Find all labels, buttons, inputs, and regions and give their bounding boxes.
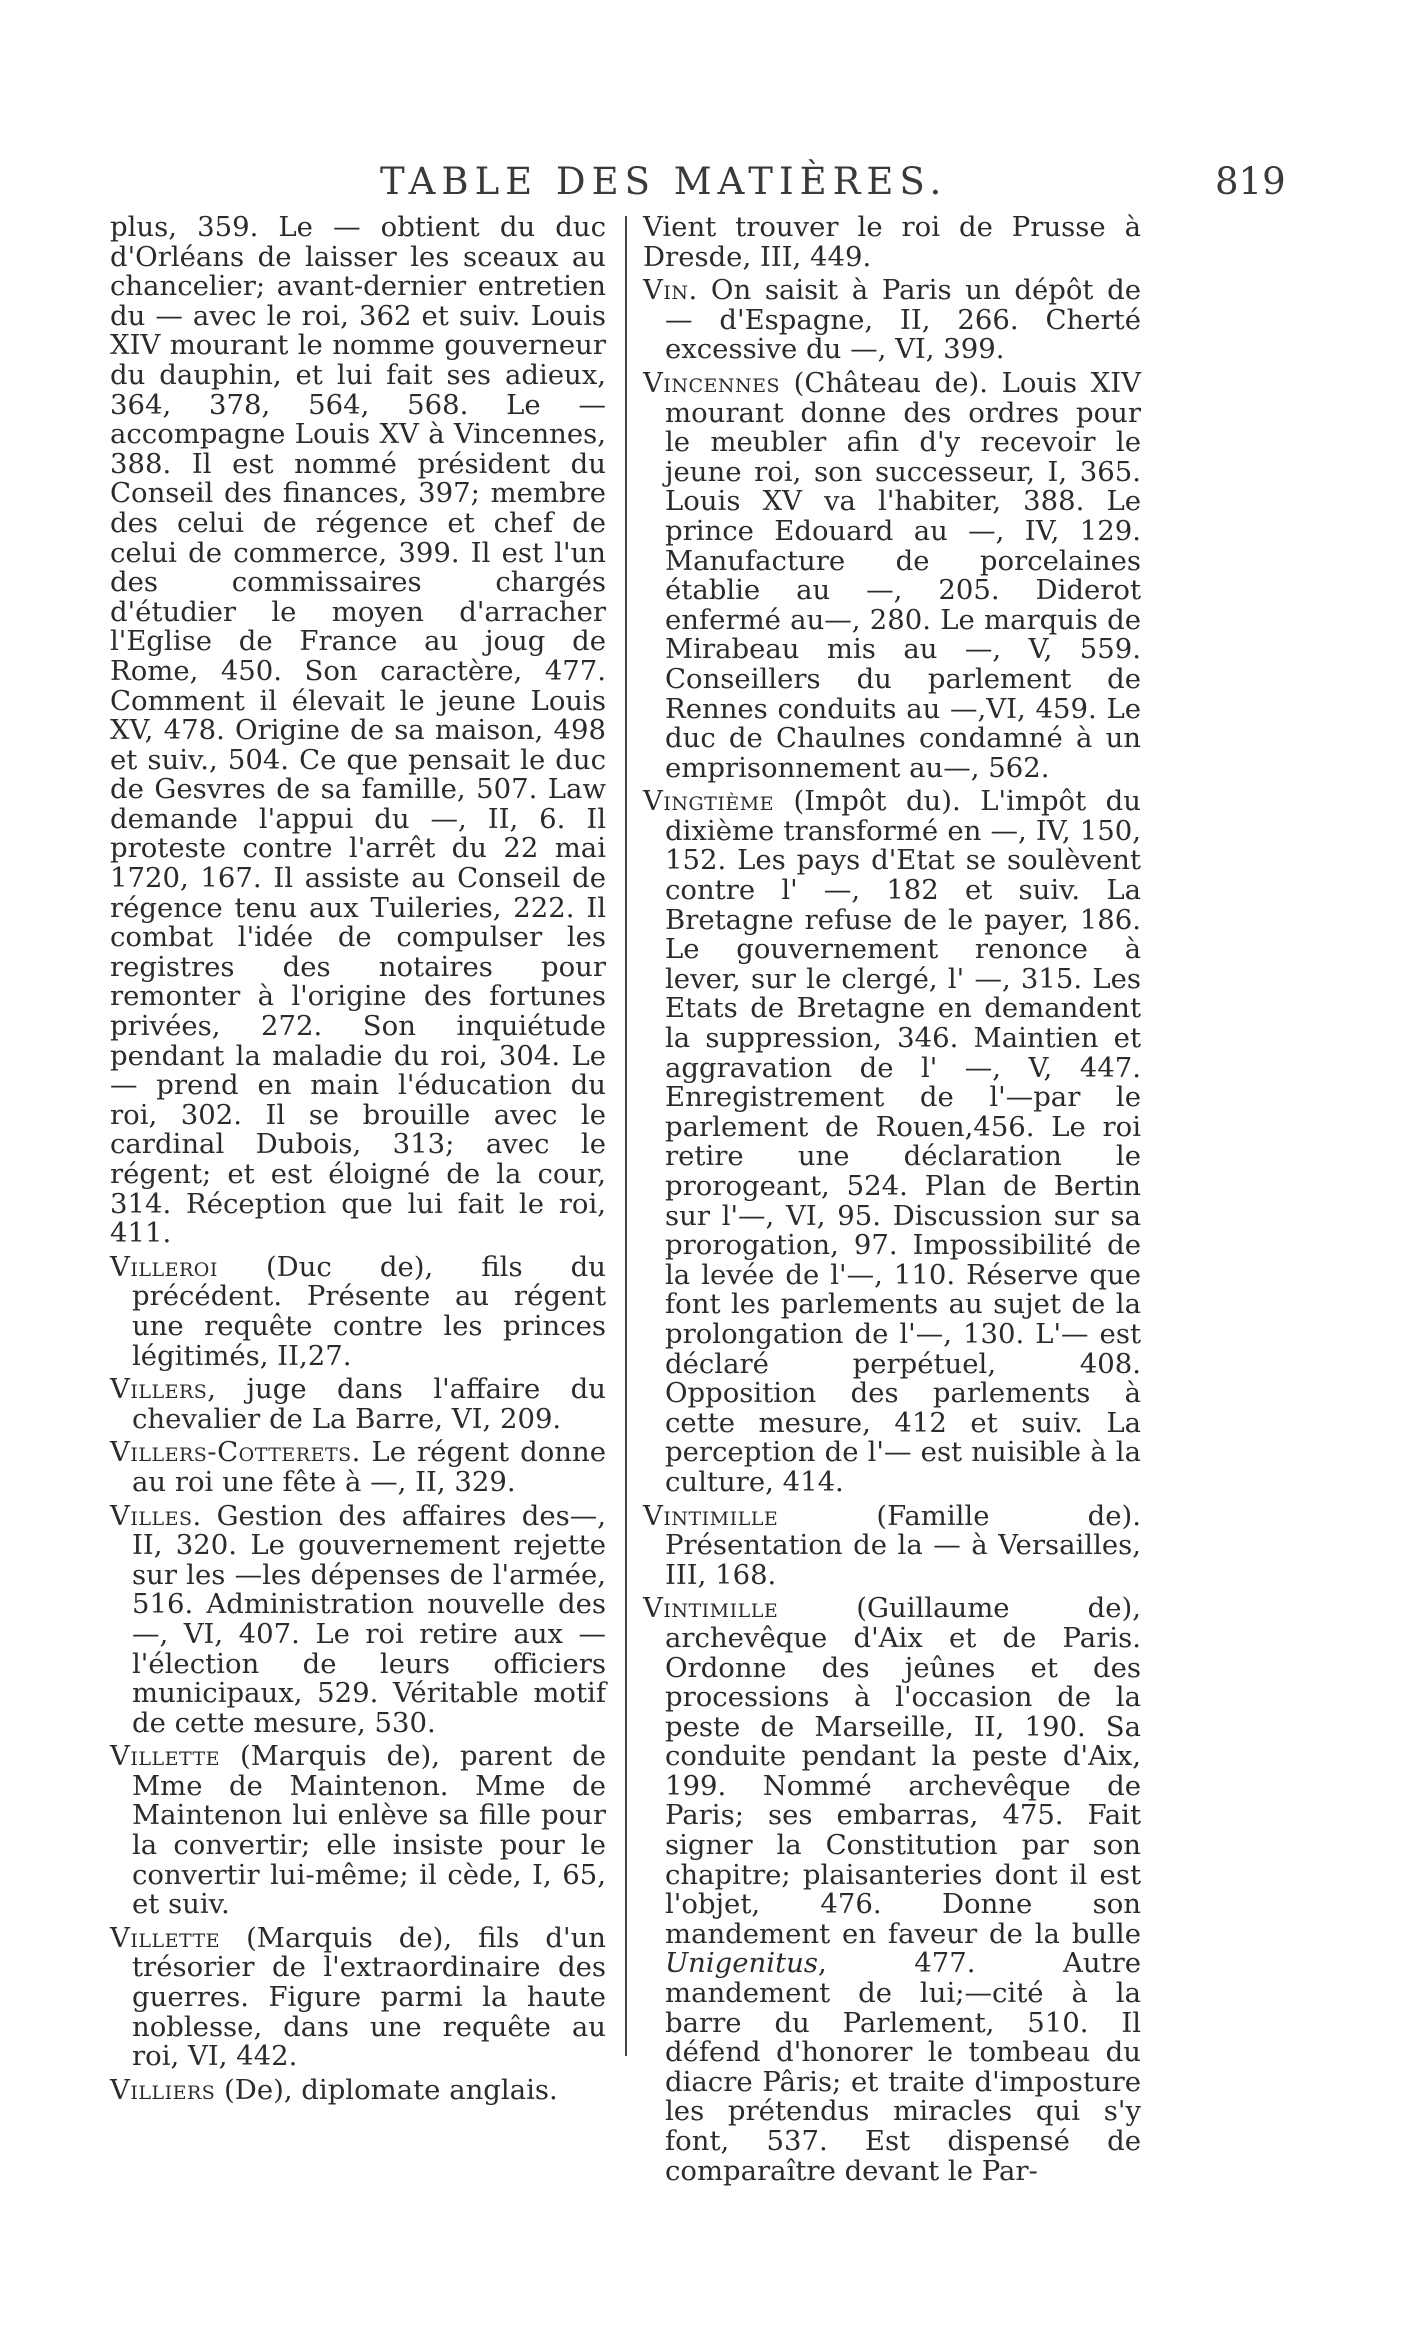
index-entry (643, 276, 1141, 365)
entry-text: , juge dans l'affaire du chevalier de La Barre, VI, 209. (132, 1373, 606, 1435)
entry-headword: Villiers (110, 2073, 216, 2106)
entry-italic-text: Unigenitus (665, 1947, 818, 1980)
index-entry (110, 1250, 606, 1372)
index-entry-continuation (110, 213, 606, 1249)
entry-headword: Villers-Cotterets (110, 1436, 352, 1469)
column-divider (625, 216, 627, 2056)
index-entry (110, 1742, 606, 1920)
entry-headword: Vincennes (643, 366, 781, 399)
entry-headword: Villette (110, 1921, 221, 1954)
entry-text: (Impôt du). L'impôt du dixième transformé en —, IV, 150, 152. Les pays d'Etat se soulèvent contre l' —, 182 et suiv. La Bretagne refuse de le payer, 186. Le gouvernement renonce à lever, sur le clergé, l' —, 315. Les Etats de Bretagne en demandent la suppression, 346. Maintien et aggravation de l' —, V, 447. Enregistrement de l'—par le parlement de Rouen,456. Le roi retire une déclaration le prorogeant, 524. Plan de Bertin sur l'—, VI, 95. Discussion sur sa prorogation, 97. Impossibilité de la levée de l'—, 110. Réserve que font les parlements au sujet de la prolongation de l'—, 130. L'— est déclaré perpétuel, 408. Opposition des parlements à cette mesure, 412 et suiv. La perception de l'— est nuisible à la culture, 414. (665, 785, 1141, 1498)
left-column (110, 213, 606, 2109)
entry-headword: Vingtième (643, 785, 775, 818)
entry-headword: Vintimille (643, 1592, 779, 1625)
index-entry (110, 1499, 606, 1739)
entry-text: . Gestion des affaires des—, II, 320. Le gouvernement rejette sur les —les dépenses de l'armée, 516. Administration nouvelle des —, VI, 407. Le roi retire aux — l'élection de leurs officiers municipaux, 529. Véritable motif de cette mesure, 530. (132, 1499, 606, 1739)
right-column (643, 213, 1141, 2190)
entry-headword: Villes (110, 1499, 193, 1532)
entry-headword: Vintimille (643, 1499, 779, 1532)
index-entry (643, 787, 1141, 1497)
entry-headword: Villeroi (110, 1250, 218, 1283)
index-entry (110, 1921, 606, 2073)
page-title: TABLE DES MATIÈRES. (380, 160, 948, 203)
entry-text: . On saisit à Paris un dépôt de — d'Espagne, II, 266. Cherté excessive du —, VI, 399. (665, 274, 1141, 366)
index-entry (110, 1438, 606, 1497)
entry-text: (Guillaume de), archevêque d'Aix et de Paris. Ordonne des jeûnes et des processions à l'occasion de la peste de Marseille, II, 190. Sa conduite pendant la peste d'Aix, 199. Nommé archevêque de Paris; ses embarras, 475. Fait signer la Constitution par son chapitre; plaisanteries dont il est l'objet, 476. Donne son mandement en faveur de la bulle (665, 1592, 1141, 1950)
entry-text: . Le régent donne au roi une fête à —, II, 329. (132, 1436, 606, 1498)
entry-text: (Marquis de), parent de Mme de Maintenon. Mme de Maintenon lui enlève sa fille pour la convertir; elle insiste pour le convertir lui-même; il cède, I, 65, et suiv. (132, 1740, 606, 1921)
entry-text: (Famille de). Présentation de la — à Versailles, III, 168. (665, 1499, 1141, 1591)
running-header (0, 160, 1413, 204)
entry-text: (Marquis de), fils d'un trésorier de l'extraordinaire des guerres. Figure parmi la haute noblesse, dans une requête au roi, VI, 442. (132, 1921, 606, 2073)
entry-headword: Villette (110, 1740, 221, 1773)
index-entry (110, 1375, 606, 1434)
index-entry (110, 2073, 606, 2106)
index-entry-continuation (643, 213, 1141, 272)
index-entry (643, 366, 1141, 784)
index-entry (643, 1594, 1141, 2186)
entry-text: plus, 359. Le — obtient du duc d'Orléans de laisser les sceaux au chancelier; avant-dernier entretien du — avec le roi, 362 et suiv. Louis XIV mourant le nomme gouverneur du dauphin, et lui fait ses adieux, 364, 378, 564, 568. Le — accompagne Louis XV à Vincennes, 388. Il est nommé président du Conseil des finances, 397; membre des celui de régence et chef de celui de commerce, 399. Il est l'un des commissaires chargés d'étudier le moyen d'arracher l'Eglise de France au joug de Rome, 450. Son caractère, 477. Comment il élevait le jeune Louis XV, 478. Origine de sa maison, 498 et suiv., 504. Ce que pensait le duc de Gesvres de sa famille, 507. Law demande l'appui du —, II, 6. Il proteste contre l'arrêt du 22 mai 1720, 167. Il assiste au Conseil de régence tenu aux Tuileries, 222. Il combat l'idée de compulser les registres des notaires pour remonter à l'origine des fortunes privées, 272. Son inquiétude pendant la maladie du roi, 304. Le — prend en main l'éducation du roi, 302. Il se brouille avec le cardinal Dubois, 313; avec le régent; et est éloigné de la cour, 314. Réception que lui fait le roi, 411. (110, 211, 606, 1250)
entry-text: (Duc de), fils du précédent. Présente au régent une requête contre les princes légitimés, II,27. (132, 1250, 606, 1372)
index-entry (643, 1499, 1141, 1591)
entry-text: (De), diplomate anglais. (215, 2073, 558, 2106)
page-number: 819 (1215, 160, 1286, 203)
entry-text: (Château de). Louis XIV mourant donne des ordres pour le meubler afin d'y recevoir le jeune roi, son successeur, I, 365. Louis XV va l'habiter, 388. Le prince Edouard au —, IV, 129. Manufacture de porcelaines établie au —, 205. Diderot enfermé au—, 280. Le marquis de Mirabeau mis au —, V, 559. Conseillers du parlement de Rennes conduits au —,VI, 459. Le duc de Chaulnes condamné à un emprisonnement au—, 562. (665, 366, 1141, 784)
entry-headword: Villers (110, 1373, 208, 1406)
entry-text-tail: , 477. Autre mandement de lui;—cité à la barre du Parlement, 510. Il défend d'honorer le tombeau du diacre Pâris; et traite d'imposture les prétendus miracles qui s'y font, 537. Est dispensé de comparaître devant le Par- (665, 1947, 1141, 2187)
entry-headword: Vin (643, 274, 689, 307)
entry-text: Vient trouver le roi de Prusse à Dresde, III, 449. (643, 211, 1141, 273)
